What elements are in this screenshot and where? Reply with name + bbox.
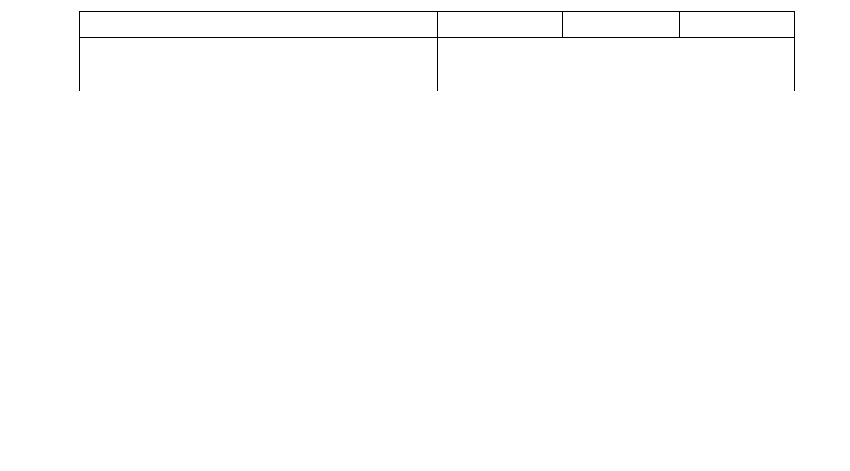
divider <box>562 11 563 37</box>
divider <box>437 11 438 91</box>
to-label <box>441 41 445 49</box>
divider <box>679 11 680 37</box>
